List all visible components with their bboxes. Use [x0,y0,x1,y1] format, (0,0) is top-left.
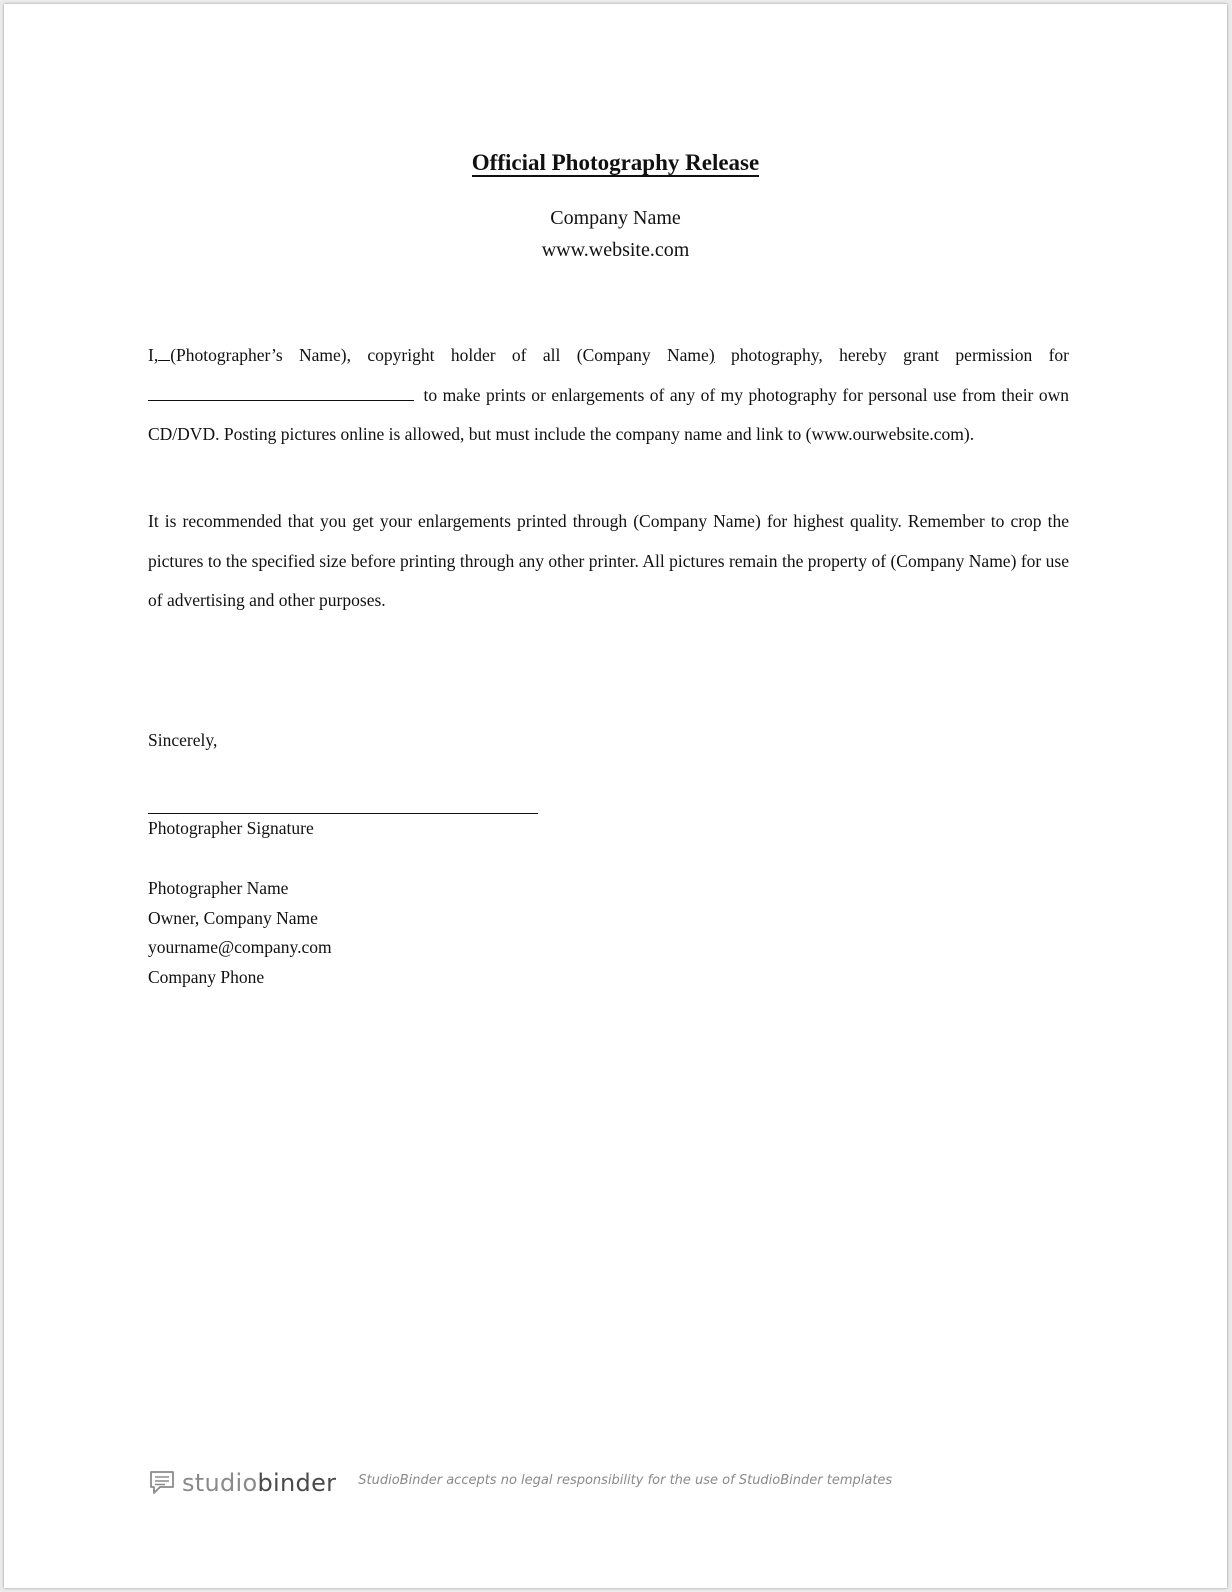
email: yourname@company.com [148,937,332,957]
sincerely: Sincerely, [148,730,218,750]
footer [148,1466,892,1500]
name-blank [158,359,170,361]
photographer-placeholder: (Photographer’s Name) [170,345,347,365]
company-name: Company Name [550,207,681,229]
recipient-blank [148,399,414,401]
paragraph-prefix: I, [148,345,159,365]
paragraph-text-a: , copyright holder of all (Company Name [346,345,709,365]
document-title [4,150,1227,176]
photographer-name: Photographer Name [148,878,289,898]
company-header [4,202,1227,266]
brand-part2: binder [257,1469,337,1497]
brand-part1: studio [182,1469,258,1497]
paragraph-text-b: photography, hereby grant permission for [714,345,1070,365]
underlined-paren: ) [708,345,715,365]
owner-title: Owner, Company Name [148,907,318,928]
document-page [4,4,1227,1588]
document-title-text: Official Photography Release [471,150,760,175]
release-paragraph [148,336,1069,455]
company-website: www.website.com [541,239,690,261]
brand-logo [182,1469,336,1497]
contact-block [148,874,332,992]
phone: Company Phone [148,966,265,987]
paragraph-text-c: to make prints or enlargements of any of my photography for personal use from their own CD/DVD. Posting pictures online is allowed, but must include the company name and link to (www.ourwebsite.com). [148,384,1069,444]
signature-label: Photographer Signature [148,818,314,838]
recommendation-paragraph: It is recommended that you get your enlargements printed through (Company Name) for highest quality. Remember to crop the pictures to the specified size before printing through any other printer. All pictures remain the property of (Company Name) for use of advertising and other purposes. [148,511,1069,610]
chat-bubble-icon [148,1469,176,1497]
disclaimer: StudioBinder accepts no legal responsibility for the use of StudioBinder templates [358,1472,893,1488]
signature-line [148,813,538,814]
